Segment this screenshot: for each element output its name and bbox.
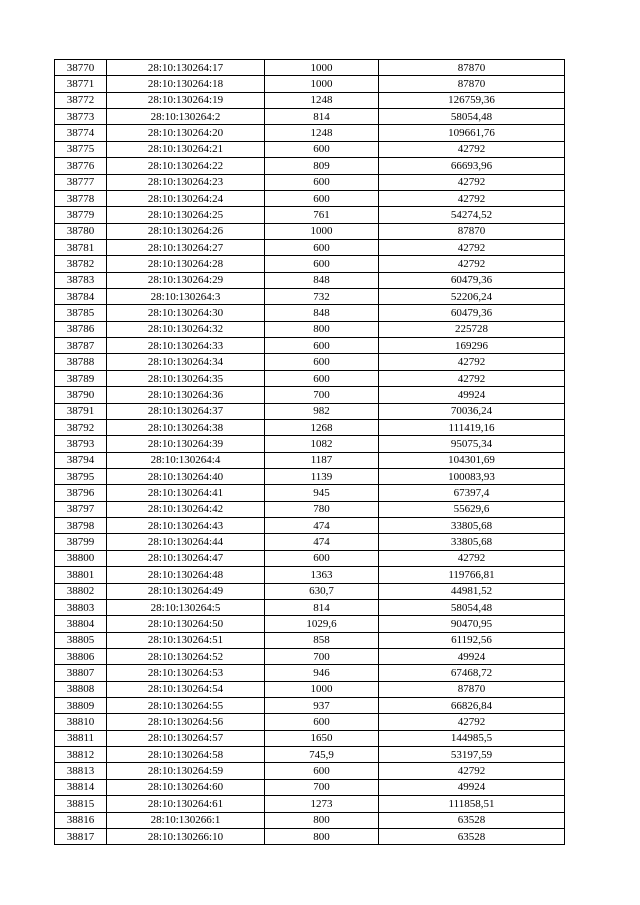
table-row (55, 256, 565, 272)
row-number-cell: 38774 (55, 125, 107, 141)
value-cell: 63528 (379, 812, 565, 828)
value-cell: 42792 (379, 763, 565, 779)
row-number-cell: 38797 (55, 501, 107, 517)
row-number-cell: 38793 (55, 436, 107, 452)
table-row (55, 518, 565, 534)
table-row (55, 141, 565, 157)
value-cell: 42792 (379, 141, 565, 157)
cadastral-number-cell: 28:10:130264:56 (107, 714, 265, 730)
value-cell: 52206,24 (379, 289, 565, 305)
value-cell: 104301,69 (379, 452, 565, 468)
row-number-cell: 38817 (55, 828, 107, 844)
value-cell: 144985,5 (379, 730, 565, 746)
area-cell: 1363 (265, 567, 379, 583)
cadastral-number-cell: 28:10:130264:33 (107, 338, 265, 354)
cadastral-number-cell: 28:10:130264:53 (107, 665, 265, 681)
cadastral-number-cell: 28:10:130264:29 (107, 272, 265, 288)
area-cell: 700 (265, 387, 379, 403)
area-cell: 474 (265, 518, 379, 534)
table-row (55, 632, 565, 648)
area-cell: 600 (265, 256, 379, 272)
table-row (55, 436, 565, 452)
area-cell: 809 (265, 158, 379, 174)
row-number-cell: 38790 (55, 387, 107, 403)
area-cell: 600 (265, 714, 379, 730)
area-cell: 858 (265, 632, 379, 648)
cadastral-number-cell: 28:10:130264:20 (107, 125, 265, 141)
area-cell: 1000 (265, 681, 379, 697)
table-body (55, 60, 565, 845)
row-number-cell: 38782 (55, 256, 107, 272)
table-row (55, 599, 565, 615)
data-table (54, 59, 565, 845)
row-number-cell: 38772 (55, 92, 107, 108)
value-cell: 49924 (379, 779, 565, 795)
value-cell: 54274,52 (379, 207, 565, 223)
table-row (55, 485, 565, 501)
value-cell: 60479,36 (379, 272, 565, 288)
row-number-cell: 38805 (55, 632, 107, 648)
table-row (55, 828, 565, 844)
row-number-cell: 38806 (55, 648, 107, 664)
table-row (55, 452, 565, 468)
table-row (55, 239, 565, 255)
row-number-cell: 38801 (55, 567, 107, 583)
value-cell: 44981,52 (379, 583, 565, 599)
value-cell: 58054,48 (379, 599, 565, 615)
value-cell: 42792 (379, 256, 565, 272)
area-cell: 1650 (265, 730, 379, 746)
value-cell: 63528 (379, 828, 565, 844)
table-row (55, 714, 565, 730)
table-row (55, 76, 565, 92)
cadastral-number-cell: 28:10:130264:5 (107, 599, 265, 615)
cadastral-number-cell: 28:10:130264:55 (107, 698, 265, 714)
value-cell: 119766,81 (379, 567, 565, 583)
row-number-cell: 38803 (55, 599, 107, 615)
table-row (55, 174, 565, 190)
row-number-cell: 38784 (55, 289, 107, 305)
table-row (55, 616, 565, 632)
table-row (55, 550, 565, 566)
cadastral-number-cell: 28:10:130264:26 (107, 223, 265, 239)
table-row (55, 207, 565, 223)
area-cell: 600 (265, 354, 379, 370)
row-number-cell: 38813 (55, 763, 107, 779)
table-row (55, 305, 565, 321)
area-cell: 1029,6 (265, 616, 379, 632)
area-cell: 1268 (265, 419, 379, 435)
row-number-cell: 38788 (55, 354, 107, 370)
table-row (55, 747, 565, 763)
cadastral-number-cell: 28:10:130264:41 (107, 485, 265, 501)
area-cell: 780 (265, 501, 379, 517)
area-cell: 848 (265, 305, 379, 321)
area-cell: 1273 (265, 796, 379, 812)
area-cell: 600 (265, 190, 379, 206)
value-cell: 90470,95 (379, 616, 565, 632)
value-cell: 169296 (379, 338, 565, 354)
cadastral-number-cell: 28:10:130264:50 (107, 616, 265, 632)
value-cell: 225728 (379, 321, 565, 337)
value-cell: 87870 (379, 223, 565, 239)
table-row (55, 419, 565, 435)
value-cell: 33805,68 (379, 518, 565, 534)
cadastral-number-cell: 28:10:130264:36 (107, 387, 265, 403)
table-row (55, 272, 565, 288)
row-number-cell: 38781 (55, 239, 107, 255)
table-row (55, 583, 565, 599)
value-cell: 42792 (379, 239, 565, 255)
value-cell: 66693,96 (379, 158, 565, 174)
cadastral-number-cell: 28:10:130264:52 (107, 648, 265, 664)
row-number-cell: 38771 (55, 76, 107, 92)
cadastral-number-cell: 28:10:130264:48 (107, 567, 265, 583)
table-row (55, 223, 565, 239)
area-cell: 630,7 (265, 583, 379, 599)
value-cell: 67468,72 (379, 665, 565, 681)
table-row (55, 321, 565, 337)
table-row (55, 501, 565, 517)
row-number-cell: 38773 (55, 109, 107, 125)
cadastral-number-cell: 28:10:130264:49 (107, 583, 265, 599)
cadastral-number-cell: 28:10:130264:18 (107, 76, 265, 92)
area-cell: 1187 (265, 452, 379, 468)
area-cell: 700 (265, 648, 379, 664)
area-cell: 600 (265, 174, 379, 190)
table-row (55, 403, 565, 419)
table-row (55, 681, 565, 697)
area-cell: 848 (265, 272, 379, 288)
row-number-cell: 38775 (55, 141, 107, 157)
row-number-cell: 38786 (55, 321, 107, 337)
row-number-cell: 38814 (55, 779, 107, 795)
cadastral-number-cell: 28:10:130264:23 (107, 174, 265, 190)
cadastral-number-cell: 28:10:130264:59 (107, 763, 265, 779)
row-number-cell: 38787 (55, 338, 107, 354)
area-cell: 1139 (265, 468, 379, 484)
value-cell: 87870 (379, 76, 565, 92)
cadastral-number-cell: 28:10:130264:22 (107, 158, 265, 174)
cadastral-number-cell: 28:10:130264:27 (107, 239, 265, 255)
value-cell: 60479,36 (379, 305, 565, 321)
table-row (55, 387, 565, 403)
value-cell: 70036,24 (379, 403, 565, 419)
row-number-cell: 38807 (55, 665, 107, 681)
area-cell: 474 (265, 534, 379, 550)
cadastral-number-cell: 28:10:130266:10 (107, 828, 265, 844)
table-row (55, 190, 565, 206)
area-cell: 1000 (265, 223, 379, 239)
table-row (55, 468, 565, 484)
row-number-cell: 38783 (55, 272, 107, 288)
area-cell: 761 (265, 207, 379, 223)
cadastral-number-cell: 28:10:130264:19 (107, 92, 265, 108)
cadastral-number-cell: 28:10:130264:51 (107, 632, 265, 648)
area-cell: 1248 (265, 92, 379, 108)
value-cell: 42792 (379, 190, 565, 206)
cadastral-number-cell: 28:10:130264:58 (107, 747, 265, 763)
row-number-cell: 38785 (55, 305, 107, 321)
table-row (55, 289, 565, 305)
value-cell: 49924 (379, 648, 565, 664)
value-cell: 66826,84 (379, 698, 565, 714)
area-cell: 1000 (265, 60, 379, 76)
cadastral-number-cell: 28:10:130264:54 (107, 681, 265, 697)
cadastral-number-cell: 28:10:130264:39 (107, 436, 265, 452)
value-cell: 42792 (379, 550, 565, 566)
table-row (55, 779, 565, 795)
value-cell: 95075,34 (379, 436, 565, 452)
area-cell: 600 (265, 763, 379, 779)
row-number-cell: 38810 (55, 714, 107, 730)
area-cell: 600 (265, 141, 379, 157)
area-cell: 600 (265, 370, 379, 386)
value-cell: 58054,48 (379, 109, 565, 125)
area-cell: 814 (265, 109, 379, 125)
cadastral-number-cell: 28:10:130264:47 (107, 550, 265, 566)
area-cell: 600 (265, 550, 379, 566)
area-cell: 800 (265, 321, 379, 337)
table-row (55, 158, 565, 174)
cadastral-number-cell: 28:10:130264:37 (107, 403, 265, 419)
cadastral-number-cell: 28:10:130264:38 (107, 419, 265, 435)
value-cell: 111419,16 (379, 419, 565, 435)
row-number-cell: 38808 (55, 681, 107, 697)
table-row (55, 125, 565, 141)
row-number-cell: 38770 (55, 60, 107, 76)
row-number-cell: 38779 (55, 207, 107, 223)
area-cell: 700 (265, 779, 379, 795)
row-number-cell: 38796 (55, 485, 107, 501)
table-row (55, 60, 565, 76)
value-cell: 67397,4 (379, 485, 565, 501)
value-cell: 87870 (379, 681, 565, 697)
table-row (55, 92, 565, 108)
area-cell: 800 (265, 828, 379, 844)
cadastral-number-cell: 28:10:130264:30 (107, 305, 265, 321)
row-number-cell: 38794 (55, 452, 107, 468)
value-cell: 55629,6 (379, 501, 565, 517)
value-cell: 53197,59 (379, 747, 565, 763)
table-row (55, 796, 565, 812)
row-number-cell: 38791 (55, 403, 107, 419)
area-cell: 800 (265, 812, 379, 828)
area-cell: 946 (265, 665, 379, 681)
cadastral-number-cell: 28:10:130264:25 (107, 207, 265, 223)
cadastral-number-cell: 28:10:130264:21 (107, 141, 265, 157)
area-cell: 982 (265, 403, 379, 419)
value-cell: 42792 (379, 370, 565, 386)
area-cell: 600 (265, 239, 379, 255)
table-row (55, 354, 565, 370)
table-row (55, 338, 565, 354)
area-cell: 732 (265, 289, 379, 305)
cadastral-number-cell: 28:10:130266:1 (107, 812, 265, 828)
table-row (55, 534, 565, 550)
row-number-cell: 38780 (55, 223, 107, 239)
cadastral-number-cell: 28:10:130264:4 (107, 452, 265, 468)
cadastral-number-cell: 28:10:130264:44 (107, 534, 265, 550)
cadastral-number-cell: 28:10:130264:24 (107, 190, 265, 206)
row-number-cell: 38789 (55, 370, 107, 386)
table-row (55, 109, 565, 125)
cadastral-number-cell: 28:10:130264:40 (107, 468, 265, 484)
value-cell: 111858,51 (379, 796, 565, 812)
area-cell: 1082 (265, 436, 379, 452)
cadastral-number-cell: 28:10:130264:61 (107, 796, 265, 812)
area-cell: 600 (265, 338, 379, 354)
row-number-cell: 38798 (55, 518, 107, 534)
value-cell: 42792 (379, 174, 565, 190)
cadastral-number-cell: 28:10:130264:42 (107, 501, 265, 517)
value-cell: 87870 (379, 60, 565, 76)
area-cell: 945 (265, 485, 379, 501)
row-number-cell: 38799 (55, 534, 107, 550)
area-cell: 745,9 (265, 747, 379, 763)
cadastral-number-cell: 28:10:130264:2 (107, 109, 265, 125)
value-cell: 100083,93 (379, 468, 565, 484)
row-number-cell: 38816 (55, 812, 107, 828)
value-cell: 42792 (379, 714, 565, 730)
row-number-cell: 38792 (55, 419, 107, 435)
table-row (55, 648, 565, 664)
row-number-cell: 38804 (55, 616, 107, 632)
value-cell: 109661,76 (379, 125, 565, 141)
area-cell: 1000 (265, 76, 379, 92)
value-cell: 33805,68 (379, 534, 565, 550)
table-row (55, 730, 565, 746)
area-cell: 937 (265, 698, 379, 714)
row-number-cell: 38776 (55, 158, 107, 174)
row-number-cell: 38802 (55, 583, 107, 599)
row-number-cell: 38811 (55, 730, 107, 746)
row-number-cell: 38795 (55, 468, 107, 484)
cadastral-number-cell: 28:10:130264:57 (107, 730, 265, 746)
value-cell: 42792 (379, 354, 565, 370)
area-cell: 1248 (265, 125, 379, 141)
cadastral-number-cell: 28:10:130264:35 (107, 370, 265, 386)
row-number-cell: 38777 (55, 174, 107, 190)
row-number-cell: 38800 (55, 550, 107, 566)
cadastral-number-cell: 28:10:130264:32 (107, 321, 265, 337)
cadastral-number-cell: 28:10:130264:34 (107, 354, 265, 370)
value-cell: 61192,56 (379, 632, 565, 648)
row-number-cell: 38815 (55, 796, 107, 812)
table-row (55, 567, 565, 583)
cadastral-number-cell: 28:10:130264:17 (107, 60, 265, 76)
value-cell: 126759,36 (379, 92, 565, 108)
cadastral-number-cell: 28:10:130264:3 (107, 289, 265, 305)
row-number-cell: 38809 (55, 698, 107, 714)
table-row (55, 812, 565, 828)
table-row (55, 665, 565, 681)
row-number-cell: 38778 (55, 190, 107, 206)
table-row (55, 763, 565, 779)
value-cell: 49924 (379, 387, 565, 403)
area-cell: 814 (265, 599, 379, 615)
row-number-cell: 38812 (55, 747, 107, 763)
cadastral-number-cell: 28:10:130264:43 (107, 518, 265, 534)
cadastral-number-cell: 28:10:130264:60 (107, 779, 265, 795)
cadastral-number-cell: 28:10:130264:28 (107, 256, 265, 272)
table-row (55, 370, 565, 386)
table-row (55, 698, 565, 714)
